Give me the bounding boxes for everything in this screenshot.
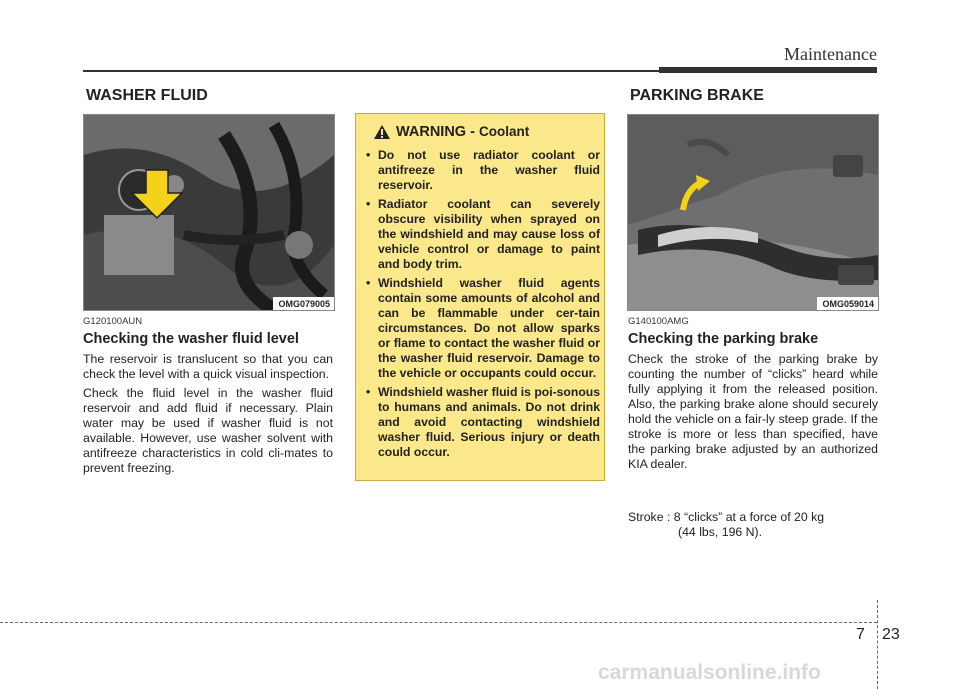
washer-fluid-body: [83, 352, 333, 480]
stroke-continuation: (44 lbs, 196 N).: [678, 525, 763, 539]
paragraph: Check the stroke of the parking brake by counting the number of “clicks” heard while fully applying it from the released position. Also, the parking brake alone should securely hold the vehicle on a fair-ly steep grade. If the stroke is more or less than specified, have the parking brake adjusted by an authorized KIA dealer.: [628, 352, 878, 471]
warning-box: [355, 113, 605, 481]
warning-label: WARNING -: [396, 124, 475, 140]
warning-title: [396, 124, 529, 140]
header-rule-accent: [659, 67, 877, 73]
stroke-spec: [628, 510, 878, 540]
section-code: G120100AUN: [83, 316, 143, 327]
warning-item: [366, 197, 600, 272]
bullet: •: [366, 197, 371, 211]
page-header-title: Maintenance: [784, 44, 877, 64]
subhead-washer-fluid: Checking the washer fluid level: [83, 331, 299, 347]
section-title-washer-fluid: WASHER FLUID: [86, 87, 208, 104]
bullet: •: [366, 148, 371, 162]
warning-triangle-icon: [373, 124, 391, 140]
warning-item: [366, 385, 600, 460]
footer-dashed-rule: [0, 622, 877, 623]
warning-item: [366, 148, 600, 193]
subhead-parking-brake: Checking the parking brake: [628, 331, 819, 347]
photo-caption: OMG079005: [273, 297, 334, 310]
warning-item-text: Do not use radiator coolant or antifreeze in the washer fluid reservoir.: [378, 148, 600, 192]
paragraph: Check the fluid level in the washer fluid reservoir and add fluid if necessary. Plain water may be used if washer fluid is not available. However, use washer solvent with antifreeze characteristics in cold cli-mates to prevent freezing.: [83, 386, 333, 475]
section-title-parking-brake: PARKING BRAKE: [630, 87, 764, 104]
section-code: G140100AMG: [628, 316, 689, 327]
footer-dashed-divider: [877, 600, 878, 689]
warning-item-text: Windshield washer fluid agents contain some amounts of alcohol and can be flammable under cer-tain circumstances. Do not allow sparks or flame to contact the washer fluid or the washer fluid reservoir. Damage to the vehicle or occupants could occur.: [378, 276, 600, 380]
paragraph: The reservoir is translucent so that you can check the level with a quick visual inspection.: [83, 352, 333, 381]
photo-caption: OMG059014: [817, 297, 878, 310]
warning-item-text: Windshield washer fluid is poi-sonous to humans and animals. Do not drink and avoid contacting windshield washer fluid. Serious injury or death could occur.: [378, 385, 600, 459]
parking-brake-photo: [627, 114, 879, 311]
bullet: •: [366, 385, 371, 399]
warning-item-text: Radiator coolant can severely obscure visibility when sprayed on the windshield and may cause loss of vehicle control or damage to paint and body trim.: [378, 197, 600, 271]
warning-item: [366, 276, 600, 381]
warning-list: [366, 148, 600, 464]
washer-fluid-photo: [83, 114, 335, 311]
page-number: 23: [882, 626, 900, 643]
bullet: •: [366, 276, 371, 290]
page-chapter-number: 7: [856, 626, 865, 643]
parking-brake-body: [628, 352, 878, 476]
stroke-label: Stroke : 8 “clicks” at a force of 20 kg: [628, 510, 825, 524]
warning-subtitle: Coolant: [478, 124, 530, 139]
watermark: carmanualsonline.info: [598, 661, 821, 684]
